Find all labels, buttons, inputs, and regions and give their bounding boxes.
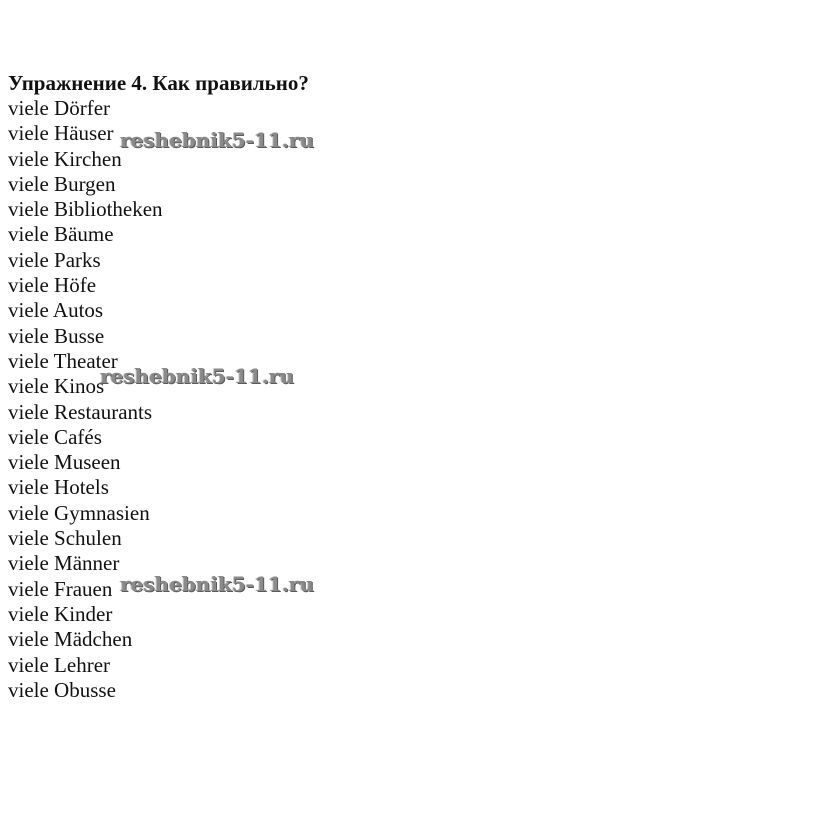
- watermark: reshebnik5-11.ru: [120, 128, 314, 152]
- exercise-title: Упражнение 4. Как правильно?: [8, 71, 309, 95]
- list-item: viele Restaurants: [8, 399, 153, 424]
- list-item: viele Bibliotheken: [8, 197, 163, 222]
- word-list: [8, 96, 708, 703]
- list-item: viele Autos: [8, 298, 104, 323]
- watermark: reshebnik5-11.ru: [100, 364, 294, 388]
- list-item: viele Mädchen: [8, 627, 133, 652]
- list-item: viele Dörfer: [8, 96, 111, 120]
- list-item: viele Höfe: [8, 273, 97, 298]
- list-item: viele Obusse: [8, 677, 116, 702]
- list-item: viele Bäume: [8, 222, 114, 247]
- list-item: viele Lehrer: [8, 652, 111, 677]
- list-item: viele Hotels: [8, 475, 109, 500]
- list-item: viele Häuser: [8, 121, 114, 146]
- list-item: viele Theater: [8, 348, 118, 373]
- watermark: reshebnik5-11.ru: [120, 572, 314, 596]
- list-item: viele Männer: [8, 551, 120, 576]
- list-item: viele Kirchen: [8, 146, 122, 171]
- list-item: viele Frauen: [8, 576, 113, 601]
- list-item: viele Busse: [8, 323, 105, 348]
- list-item: viele Cafés: [8, 424, 102, 449]
- list-item: viele Kinder: [8, 601, 113, 626]
- list-item: viele Museen: [8, 450, 121, 475]
- list-item: viele Parks: [8, 247, 101, 272]
- list-item: viele Burgen: [8, 171, 116, 196]
- list-item: viele Schulen: [8, 526, 122, 551]
- list-item: viele Kinos: [8, 374, 105, 399]
- list-item: viele Gymnasien: [8, 500, 150, 525]
